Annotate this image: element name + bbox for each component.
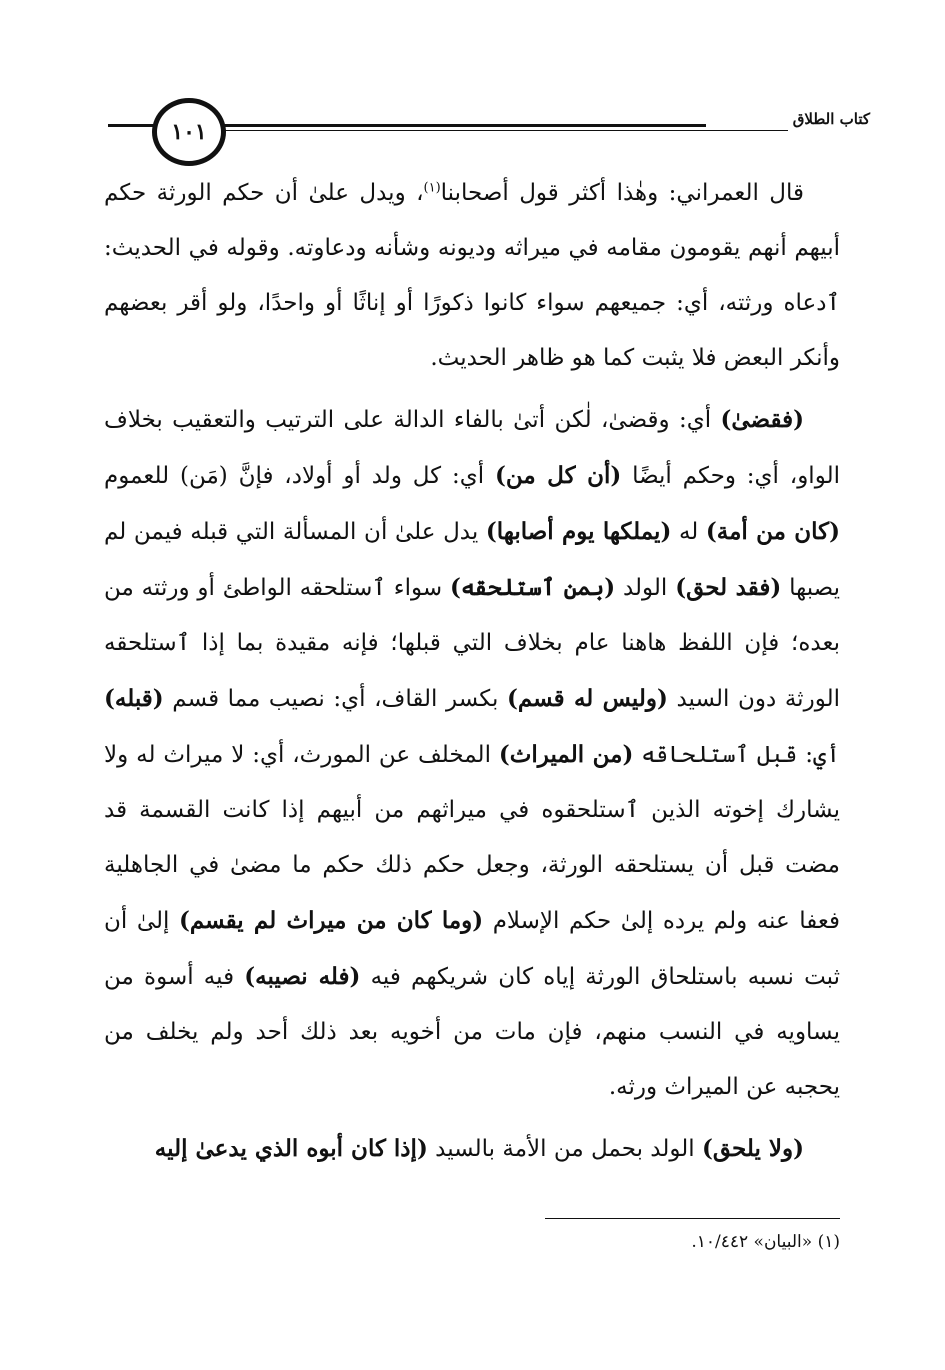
paragraph-text: أي: كل ولد أو أولاد، فإنَّ (مَن) للعموم (104, 463, 495, 489)
header-rule-right (220, 124, 788, 127)
header-rule-left (108, 124, 156, 127)
quoted-text: (وما كان من ميراث لم يقسم) (178, 907, 484, 934)
quoted-text: (إذا كان أبوه الذي يدعىٰ إليه (154, 1135, 428, 1162)
paragraph-text: بكسر القاف، أي: نصيب مما قسم (163, 686, 507, 712)
page-number: ١٠١ (152, 98, 226, 166)
page-header (108, 96, 870, 160)
paragraph-text: إلىٰ أن ثبت نسبه باستلحاق الورثة إياه كان شريكهم فيه (104, 908, 840, 990)
quoted-text: (كان من أمة) (705, 518, 840, 545)
quoted-text: (فقضىٰ) (720, 406, 804, 433)
quoted-text: (من الميراث) (498, 741, 634, 768)
paragraph-text: ، ويدل علىٰ أن حكم الورثة حكم أبيهم أنهم يقومون مقامه في ميراثه وديونه وشأنه ودعاوته. وقوله في الحديث: ٱدعاه ورثته، أي: جميعهم سواء كانوا ذكورًا أو إناثًا أو واحدًا، ولو أقر بعضهم وأنكر البعض فلا يثبت كما هو ظاهر الحديث. (104, 180, 840, 371)
quoted-text: (أن كل من) (494, 462, 622, 489)
footnote: (١) «البيان» ١٠/٤٤٢. (691, 1232, 840, 1252)
quoted-text: (ولا يلحق) (701, 1135, 804, 1162)
paragraph-text: أي: قبل ٱستلحاقه (633, 742, 840, 768)
running-title: كتاب الطلاق (706, 110, 874, 128)
quoted-text: (بمن ٱستلحقه) (450, 574, 616, 601)
footnote-marker: (١) (423, 180, 441, 196)
paragraph-text: فيه أسوة من يساويه في النسب منهم، فإن مات من أخويه بعد ذلك أحد ولم يخلف من يحجبه عن الميراث ورثه. (104, 964, 840, 1100)
paragraph-text: له (671, 519, 706, 545)
paragraph-text: الولد بحمل من الأمة بالسيد (427, 1136, 702, 1162)
paragraph-text: المخلف عن المورث، أي: لا ميراث له ولا يشارك إخوته الذين ٱستلحقوه في ميراثهم من أبيهم إذا كانت القسمة قد مضت قبل أن يستلحقه الورثة، وجعل حكم ذلك حكم ما مضىٰ في الجاهلية فعفا عنه ولم يرده إلىٰ حكم الإسلام (104, 742, 840, 934)
paragraph (104, 1121, 840, 1177)
footnote-separator (545, 1218, 840, 1219)
paragraph-text: قال العمراني: وهٰذا أكثر قول أصحابنا (440, 180, 804, 206)
quoted-text: (وليس له قسم) (506, 685, 668, 712)
paragraph (104, 392, 840, 1115)
paragraph-text: سواء ٱستلحقه الواطئ أو ورثته من بعده؛ فإن اللفظ هاهنا عام بخلاف التي قبلها؛ فإنه مقيدة بما إذا ٱستلحقه الورثة دون السيد (104, 575, 840, 712)
paragraph-text: الولد (615, 575, 676, 601)
quoted-text: (يملكها يوم أصابها) (485, 518, 672, 545)
quoted-text: (فله نصيبه) (244, 963, 361, 990)
paragraph (104, 166, 840, 386)
main-text (104, 166, 840, 1177)
header-rule-right-thin (220, 130, 788, 131)
quoted-text: (قبله) (104, 685, 164, 712)
quoted-text: (فقد لحق) (675, 574, 782, 601)
paragraph-text: أي: وقضىٰ، لٰكن أتىٰ بالفاء الدالة على الترتيب والتعقيب بخلاف الواو، أي: وحكم أيضًا (104, 407, 840, 489)
paragraph-text: يدل علىٰ أن المسألة التي قبله فيمن لم يصبها (104, 519, 841, 601)
